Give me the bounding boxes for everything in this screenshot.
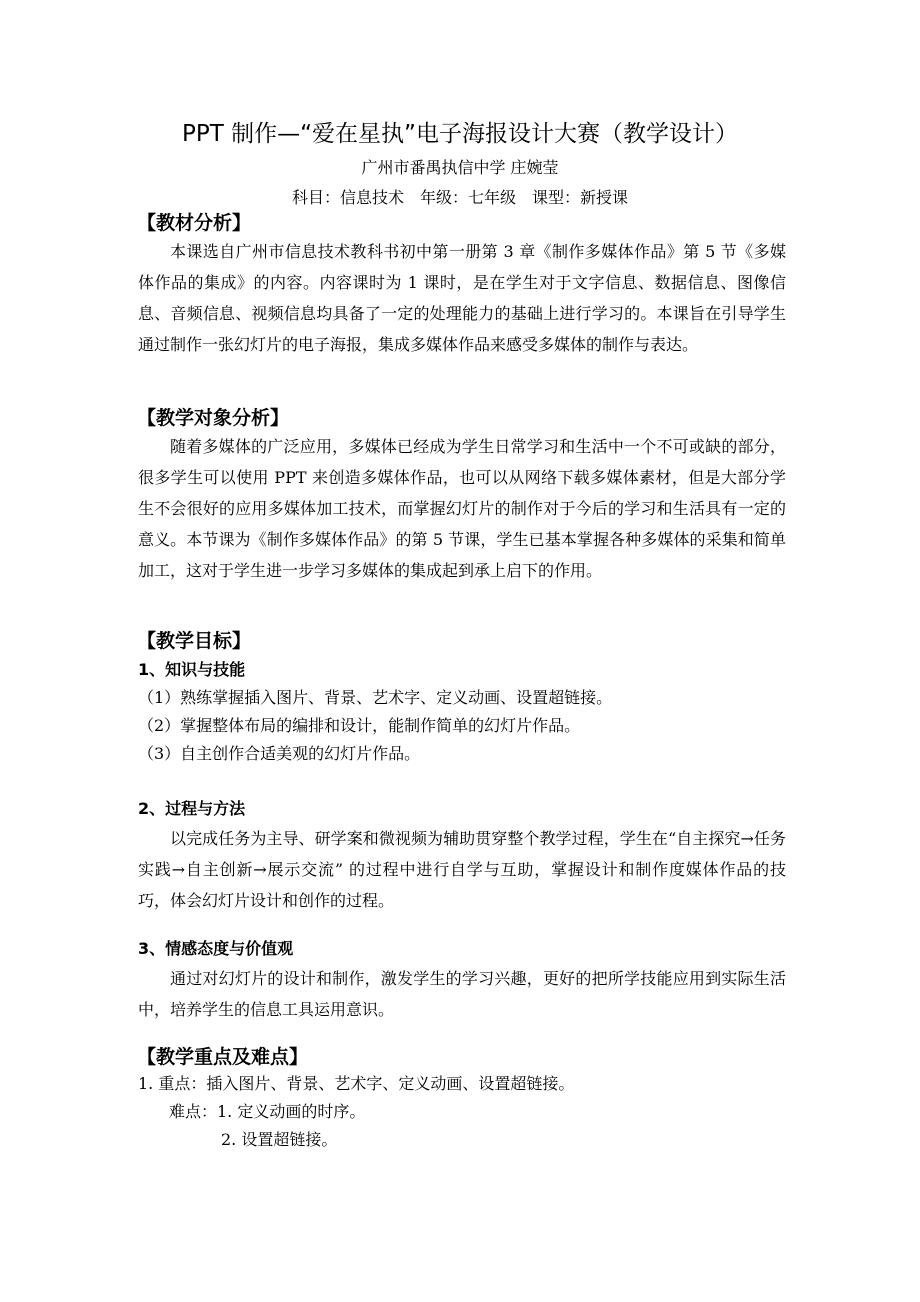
keypoint-difficulty-1: 难点：1. 定义动画的时序。 [169,1102,366,1121]
knowledge-item-3: （3）自主创作合适美观的幻灯片作品。 [138,744,421,763]
section-heading-material: 【教材分析】 [137,212,252,234]
attitude-heading: 3、情感态度与价值观 [138,939,294,958]
knowledge-item-2: （2）掌握整体布局的编排和设计，能制作简单的幻灯片作品。 [138,716,581,735]
document-title: PPT 制作—“爱在星执”电子海报设计大赛（教学设计） [182,121,738,147]
knowledge-heading: 1、知识与技能 [138,660,246,679]
author-line: 广州市番禺执信中学 庄婉莹 [361,158,559,177]
knowledge-item-1: （1）熟练掌握插入图片、背景、艺术字、定义动画、设置超链接。 [138,688,613,707]
section-heading-keypoints: 【教学重点及难点】 [137,1046,309,1068]
process-heading: 2、过程与方法 [138,799,246,818]
section-heading-students: 【教学对象分析】 [137,407,290,429]
material-paragraph: 本课选自广州市信息技术教科书初中第一册第 3 章《制作多媒体作品》第 5 节《多媒体作品的集成》的内容。内容课时为 1 课时，是在学生对于文字信息、数据信息、图像信息、音频信息、视频信息均具备了一定的处理能力的基础上进行学习的。本课旨在引导学生通过制作一张幻灯片的电子海报，集成多媒体作品来感受多媒体的制作与表达。 [138,242,786,354]
students-paragraph: 随着多媒体的广泛应用，多媒体已经成为学生日常学习和生活中一个不可或缺的部分，很多学生可以使用 PPT 来创造多媒体作品，也可以从网络下载多媒体素材，但是大部分学生不会很好的应用多媒体加工技术，而掌握幻灯片的制作对于今后的学习和生活具有一定的意义。本节课为《制作多媒体作品》的第 5 节课，学生已基本掌握各种多媒体的采集和简单加工，这对于学生进一步学习多媒体的集成起到承上启下的作用。 [138,437,786,580]
meta-line: 科目：信息技术 年级：七年级 课型：新授课 [291,188,628,207]
keypoint-difficulty-2: 2. 设置超链接。 [221,1130,338,1149]
process-paragraph: 以完成任务为主导、研学案和微视频为辅助贯穿整个教学过程，学生在“自主探究→任务实践→自主创新→展示交流” 的过程中进行自学与互助，掌握设计和制作度媒体作品的技巧，体会幻灯片设计和创作的过程。 [138,829,786,910]
keypoint-focus: 1. 重点：插入图片、背景、艺术字、定义动画、设置超链接。 [138,1074,575,1093]
section-heading-objectives: 【教学目标】 [137,630,252,652]
attitude-paragraph: 通过对幻灯片的设计和制作，激发学生的学习兴趣，更好的把所学技能应用到实际生活中，培养学生的信息工具运用意识。 [138,969,786,1019]
